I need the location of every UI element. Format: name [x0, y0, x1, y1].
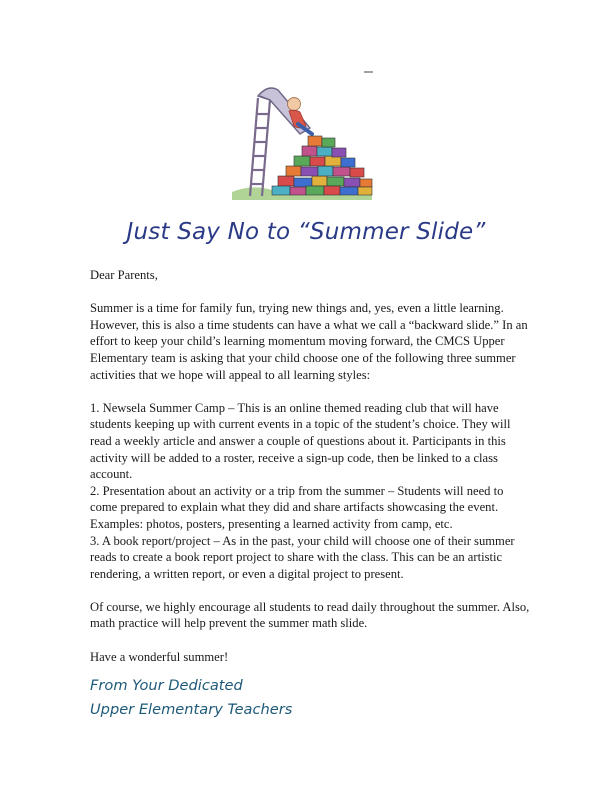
summer-slide-illustration: [232, 64, 378, 200]
closing-wish: Have a wonderful summer!: [90, 649, 229, 664]
ladder-icon: [250, 98, 270, 196]
signature-line: Upper Elementary Teachers: [90, 701, 293, 718]
book-pile-icon: [272, 136, 372, 195]
signature: [90, 674, 490, 722]
signature-line: From Your Dedicated: [90, 677, 243, 694]
activity-item: 1. Newsela Summer Camp – This is an online themed reading club that will have students keeping up with current events in a topic of the student’s choice. They will read a weekly article and answer a couple of questions about it. Participants in this activity will be added to a roster, receive a sign-up code, then be linked to a class account.: [90, 400, 511, 482]
activity-item: 3. A book report/project – As in the past, your child will choose one of their summer reads to create a book report project to share with the class. This can be an artistic rendering, a written report, or even a digital project to present.: [90, 533, 515, 581]
intro-paragraph: Summer is a time for family fun, trying new things and, yes, even a little learning. However, this is also a time students can have a what we call a “backward slide.” In an effort to keep your child’s learning momentum moving forward, the CMCS Upper Elementary team is asking that your child choose one of the following three summer activities that we hope will appeal to all learning styles:: [90, 301, 528, 382]
page-title: Just Say No to “Summer Slide”: [126, 219, 486, 245]
salutation: Dear Parents,: [90, 268, 158, 282]
letter-body: [90, 267, 530, 682]
activities-list: [90, 400, 530, 583]
activity-item: 2. Presentation about an activity or a trip from the summer – Students will need to come prepared to explain what they did and share artifacts showcasing the event. Examples: photos, posters, presenting a learned activity from camp, etc.: [90, 483, 504, 531]
closing-paragraph: Of course, we highly encourage all students to read daily throughout the summer. Also, math practice will help prevent the summer math slide.: [90, 599, 530, 631]
